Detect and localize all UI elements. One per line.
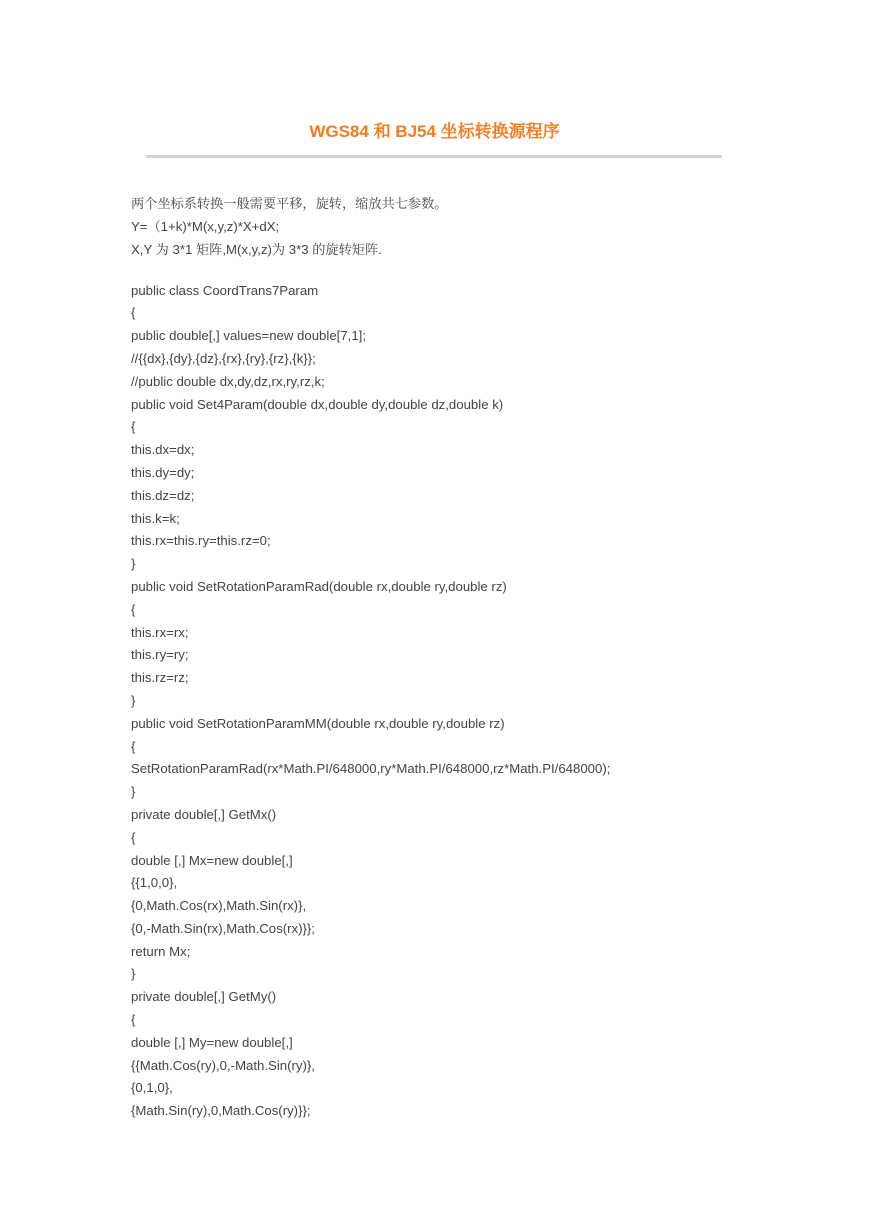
code-line: //public double dx,dy,dz,rx,ry,rz,k; <box>131 373 325 389</box>
code-line: } <box>131 692 136 708</box>
intro-line: Y=（1+k)*M(x,y,z)*X+dX; <box>131 218 280 234</box>
code-line: private double[,] GetMy() <box>131 989 277 1005</box>
title-divider <box>146 155 722 158</box>
code-listing <box>131 280 831 1123</box>
code-line: {{Math.Cos(ry),0,-Math.Sin(ry)}, <box>131 1057 315 1073</box>
code-line: {0,-Math.Sin(rx),Math.Cos(rx)}}; <box>131 920 315 936</box>
code-line: this.ry=ry; <box>131 647 189 663</box>
code-line: {Math.Sin(ry),0,Math.Cos(ry)}}; <box>131 1103 311 1119</box>
code-line: { <box>131 829 136 845</box>
code-line: { <box>131 419 136 435</box>
code-line: this.rx=this.ry=this.rz=0; <box>131 533 271 549</box>
intro-line: X,Y 为 3*1 矩阵,M(x,y,z)为 3*3 的旋转矩阵. <box>131 241 382 257</box>
code-line: } <box>131 784 136 800</box>
code-line: return Mx; <box>131 943 191 959</box>
code-line: {{1,0,0}, <box>131 875 178 891</box>
code-line: } <box>131 556 136 572</box>
code-line: public class CoordTrans7Param <box>131 282 319 298</box>
code-line: this.dx=dx; <box>131 442 195 458</box>
code-line: this.dz=dz; <box>131 487 195 503</box>
page-title: WGS84 和 BJ54 坐标转换源程序 <box>309 122 560 141</box>
document-body <box>131 193 831 1123</box>
code-line: {0,1,0}, <box>131 1080 173 1096</box>
code-line: {0,Math.Cos(rx),Math.Sin(rx)}, <box>131 898 307 914</box>
code-line: double [,] My=new double[,] <box>131 1034 293 1050</box>
code-line: public void SetRotationParamMM(double rx,double ry,double rz) <box>131 715 505 731</box>
code-line: //{{dx},{dy},{dz},{rx},{ry},{rz},{k}}; <box>131 350 316 366</box>
code-line: this.rz=rz; <box>131 670 189 686</box>
code-line: this.dy=dy; <box>131 464 195 480</box>
code-line: public double[,] values=new double[7,1]; <box>131 328 366 344</box>
intro-section <box>131 193 831 261</box>
intro-line: 两个坐标系转换一般需要平移，旋转，缩放共七参数。 <box>131 196 448 211</box>
code-line: { <box>131 1012 136 1028</box>
code-line: double [,] Mx=new double[,] <box>131 852 293 868</box>
paragraph-gap <box>131 261 831 279</box>
code-line: { <box>131 601 136 617</box>
code-line: SetRotationParamRad(rx*Math.PI/648000,ry*Math.PI/648000,rz*Math.PI/648000); <box>131 761 611 777</box>
code-line: this.rx=rx; <box>131 624 189 640</box>
code-line: this.k=k; <box>131 510 180 526</box>
code-line: public void SetRotationParamRad(double rx,double ry,double rz) <box>131 578 507 594</box>
code-line: public void Set4Param(double dx,double dy,double dz,double k) <box>131 396 504 412</box>
code-line: private double[,] GetMx() <box>131 806 277 822</box>
code-line: { <box>131 738 136 754</box>
code-line: { <box>131 305 136 321</box>
code-line: } <box>131 966 136 982</box>
